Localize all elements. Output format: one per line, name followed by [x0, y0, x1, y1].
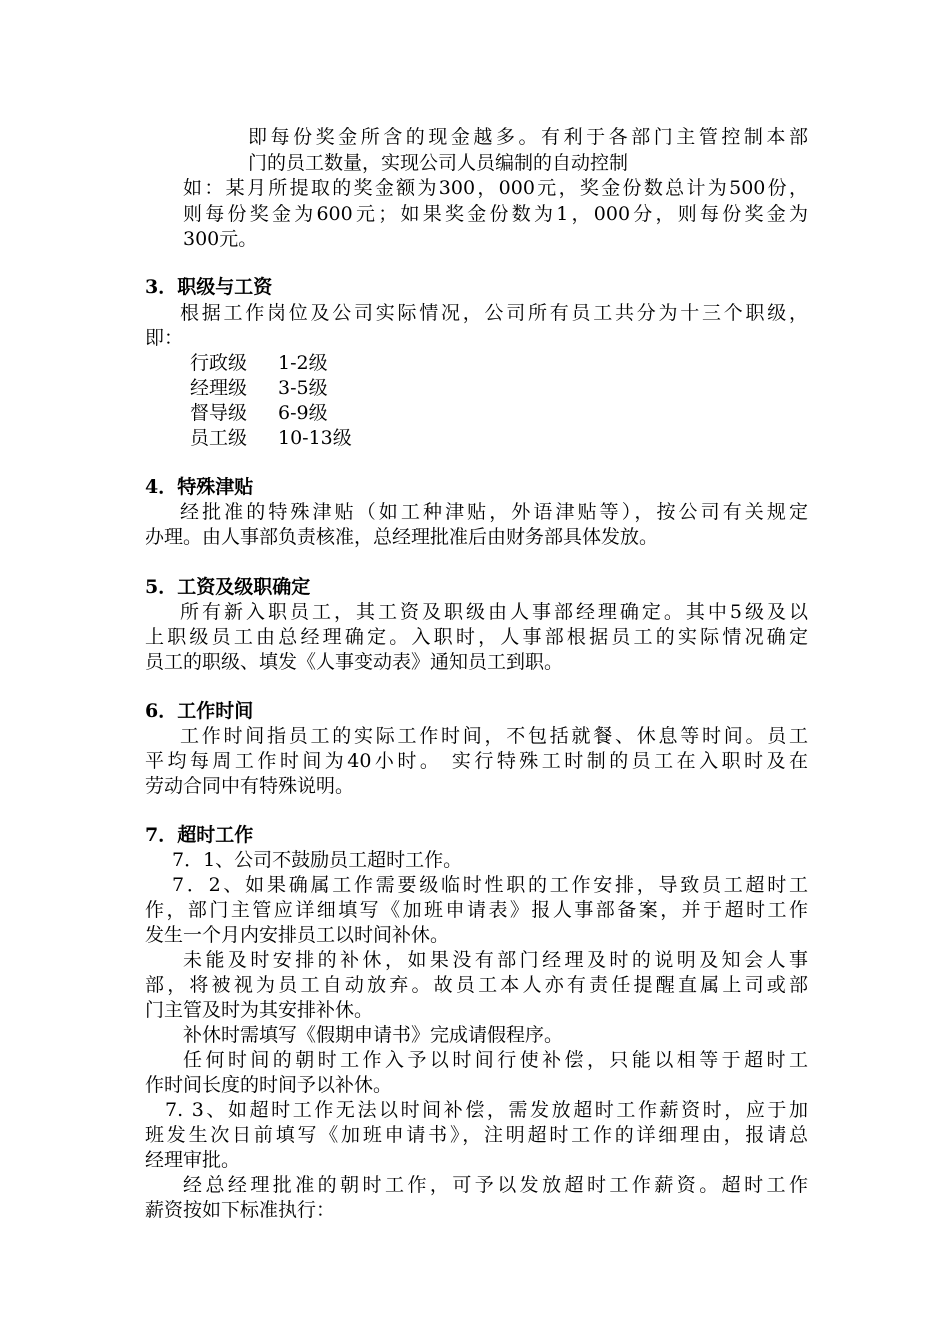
section-5-para-line-2: 上职级员工由总经理确定。入职时，人事部根据员工的实际情况确定 [145, 626, 808, 648]
intro-line-1: 即每份奖金所含的现金越多。有利于各部门主管控制本部 [248, 126, 808, 148]
grade-name: 督导级 [190, 402, 248, 424]
section-7-heading: 7．超时工作 [145, 824, 254, 846]
section-7-item-7-1: 7．1、公司不鼓励员工超时工作。 [172, 849, 463, 871]
section-7-para-a-line-2: 部，将被视为员工自动放弃。故员工本人亦有责任提醒直属上司或部 [145, 974, 808, 996]
section-5-para-line-1: 所有新入职员工，其工资及职级由人事部经理确定。其中5级及以 [180, 601, 808, 623]
section-7-para-b: 补休时需填写《假期申请书》完成请假程序。 [183, 1024, 564, 1046]
example-line-2: 则每份奖金为600元；如果奖金份数为1，000分，则每份奖金为 [183, 203, 808, 225]
grade-name: 经理级 [190, 377, 248, 399]
section-5-heading: 5．工资及级职确定 [145, 576, 311, 598]
section-7-para-a-line-3: 门主管及时为其安排补休。 [145, 999, 374, 1021]
section-7-item-7-3-line-3: 经理审批。 [145, 1149, 241, 1171]
section-7-para-d-line-2: 薪资按如下标准执行： [145, 1199, 336, 1221]
section-7-para-c-line-1: 任何时间的朝时工作入予以时间行使补偿，只能以相等于超时工 [183, 1049, 808, 1071]
section-3-heading: 3．职级与工资 [145, 276, 273, 298]
section-7-item-7-2-line-1: 7．2、如果确属工作需要级临时性职的工作安排，导致员工超时工 [172, 874, 808, 896]
section-7-item-7-3-line-1: 7. 3、如超时工作无法以时间补偿，需发放超时工作薪资时，应于加 [165, 1099, 808, 1121]
section-4-heading: 4．特殊津贴 [145, 476, 254, 498]
section-5-para-line-3: 员工的职级、填发《人事变动表》通知员工到职。 [145, 651, 564, 673]
section-6-para-line-1: 工作时间指员工的实际工作时间，不包括就餐、休息等时间。员工 [180, 725, 808, 747]
section-4-para-line-1: 经批准的特殊津贴（如工种津贴，外语津贴等），按公司有关规定 [180, 501, 808, 523]
section-6-heading: 6．工作时间 [145, 700, 254, 722]
section-6-para-line-2: 平均每周工作时间为40小时。 实行特殊工时制的员工在入职时及在 [145, 750, 808, 772]
grade-name: 员工级 [190, 427, 248, 449]
section-7-item-7-2-line-2: 作，部门主管应详细填写《加班申请表》报人事部备案，并于超时工作 [145, 899, 808, 921]
section-3-para-line-1: 根据工作岗位及公司实际情况，公司所有员工共分为十三个职级， [180, 302, 808, 324]
example-line-3: 300元。 [183, 228, 258, 250]
section-6-para-line-3: 劳动合同中有特殊说明。 [145, 775, 355, 797]
section-7-para-d-line-1: 经总经理批准的朝时工作，可予以发放超时工作薪资。超时工作 [183, 1174, 808, 1196]
section-7-item-7-2-line-3: 发生一个月内安排员工以时间补休。 [145, 924, 450, 946]
example-line-1: 如：某月所提取的奖金额为300，000元，奖金份数总计为500份， [183, 177, 808, 199]
grade-range: 10-13级 [278, 427, 352, 449]
section-7-para-a-line-1: 未能及时安排的补休，如果没有部门经理及时的说明及知会人事 [183, 949, 808, 971]
section-7-para-c-line-2: 作时间长度的时间予以补休。 [145, 1074, 393, 1096]
intro-line-2: 门的员工数量，实现公司人员编制的自动控制 [248, 152, 629, 174]
section-4-para-line-2: 办理。由人事部负责核准，总经理批准后由财务部具体发放。 [145, 526, 659, 548]
grade-range: 3-5级 [278, 377, 328, 399]
grade-range: 1-2级 [278, 352, 328, 374]
section-3-para-line-2: 即： [145, 327, 184, 349]
grade-name: 行政级 [190, 352, 248, 374]
section-7-item-7-3-line-2: 班发生次日前填写《加班申请书》，注明超时工作的详细理由，报请总 [145, 1124, 808, 1146]
grade-range: 6-9级 [278, 402, 328, 424]
